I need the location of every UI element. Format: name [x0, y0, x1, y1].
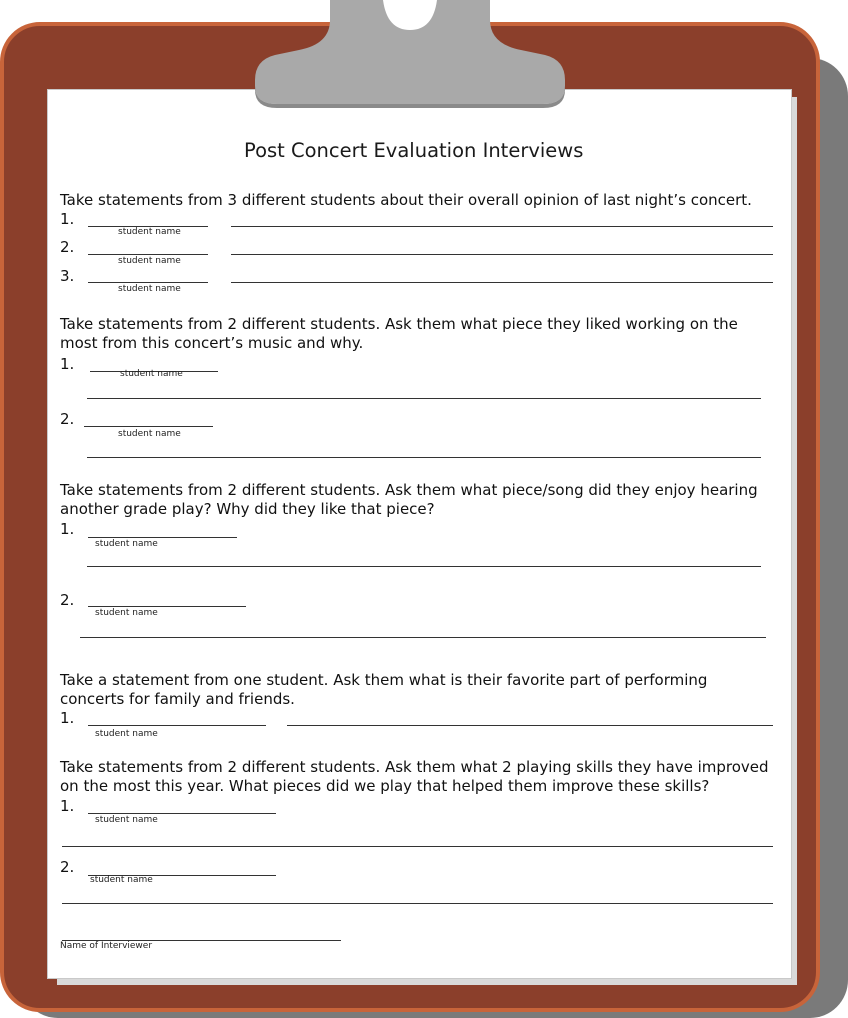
student-name-field[interactable]: [88, 725, 266, 726]
section-2-prompt-line-1: Take statements from 2 different students. Ask them what piece they liked working on the: [60, 315, 738, 333]
student-name-field[interactable]: [88, 813, 276, 814]
student-name-field[interactable]: [88, 606, 246, 607]
item-number: 1.: [60, 355, 75, 373]
student-name-label: student name: [118, 227, 181, 237]
statement-field[interactable]: [231, 226, 773, 227]
item-number: 1.: [60, 520, 75, 538]
item-number: 1.: [60, 797, 75, 815]
item-number: 2.: [60, 410, 75, 428]
interviewer-label: Name of Interviewer: [60, 941, 153, 951]
student-name-label: student name: [95, 729, 158, 739]
item-number: 2.: [60, 591, 75, 609]
statement-field[interactable]: [87, 566, 761, 567]
section-4-prompt-line-2: concerts for family and friends.: [60, 690, 295, 708]
student-name-label: student name: [90, 875, 153, 885]
student-name-label: student name: [95, 608, 158, 618]
item-number: 3.: [60, 267, 75, 285]
section-5-prompt-line-1: Take statements from 2 different students. Ask them what 2 playing skills they have improved: [60, 758, 769, 776]
item-number: 2.: [60, 238, 75, 256]
clipboard-clip-icon: [255, 0, 565, 108]
student-name-label: student name: [95, 539, 158, 549]
page-title: Post Concert Evaluation Interviews: [244, 139, 584, 162]
student-name-label: student name: [95, 815, 158, 825]
section-3-prompt-line-1: Take statements from 2 different students. Ask them what piece/song did they enjoy hearing: [60, 481, 758, 499]
statement-field[interactable]: [231, 282, 773, 283]
statement-field[interactable]: [231, 254, 773, 255]
section-1-prompt: Take statements from 3 different students about their overall opinion of last night’s concert.: [60, 191, 752, 209]
student-name-label: student name: [118, 429, 181, 439]
statement-field[interactable]: [62, 903, 773, 904]
student-name-label: student name: [120, 369, 183, 379]
student-name-field[interactable]: [84, 426, 213, 427]
statement-field[interactable]: [80, 637, 766, 638]
student-name-field[interactable]: [88, 537, 237, 538]
statement-field[interactable]: [87, 398, 761, 399]
item-number: 2.: [60, 858, 75, 876]
statement-field[interactable]: [62, 846, 773, 847]
student-name-field[interactable]: [88, 254, 208, 255]
section-2-prompt-line-2: most from this concert’s music and why.: [60, 334, 364, 352]
statement-field[interactable]: [87, 457, 761, 458]
section-4-prompt-line-1: Take a statement from one student. Ask them what is their favorite part of performing: [60, 671, 708, 689]
statement-field[interactable]: [287, 725, 773, 726]
section-5-prompt-line-2: on the most this year. What pieces did we play that helped them improve these skills?: [60, 777, 710, 795]
student-name-field[interactable]: [88, 282, 208, 283]
item-number: 1.: [60, 210, 75, 228]
student-name-label: student name: [118, 284, 181, 294]
student-name-label: student name: [118, 256, 181, 266]
item-number: 1.: [60, 709, 75, 727]
section-3-prompt-line-2: another grade play? Why did they like that piece?: [60, 500, 435, 518]
